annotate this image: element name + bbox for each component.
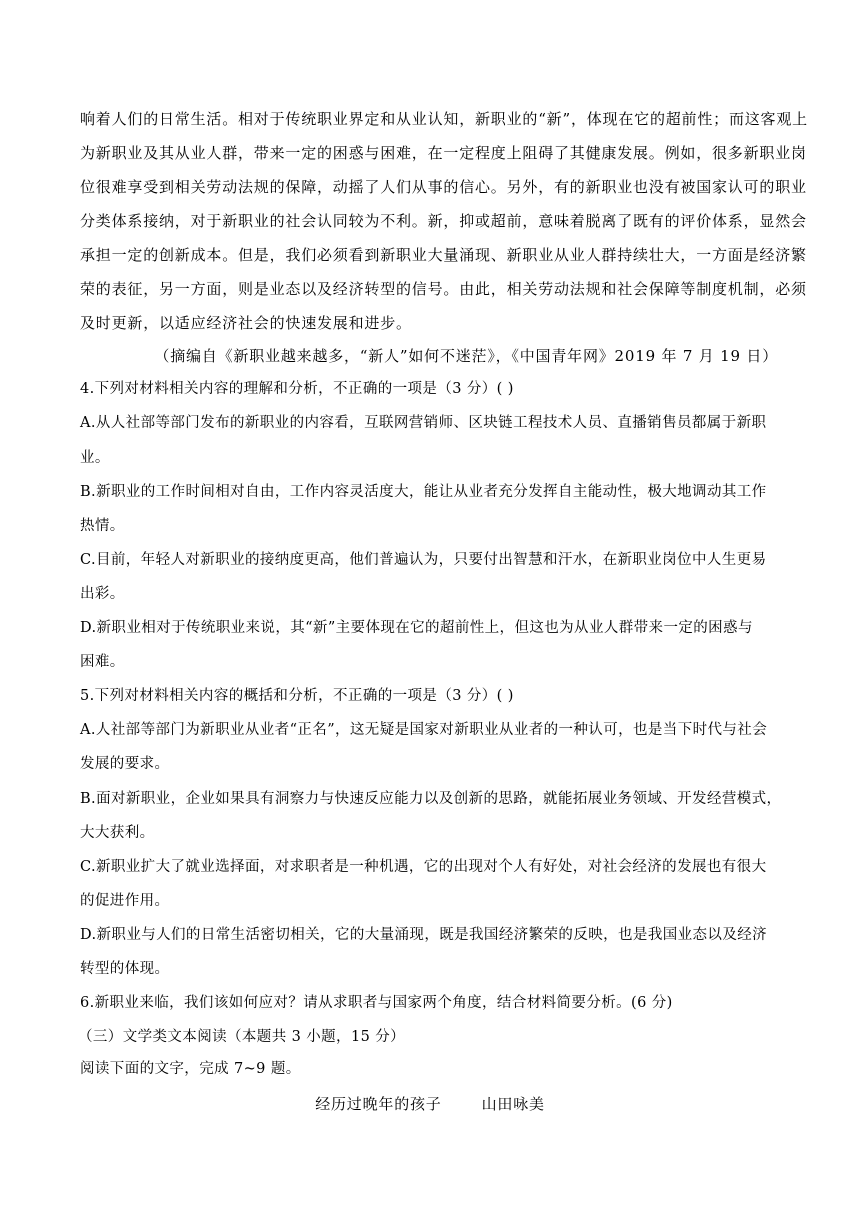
option-c: C.目前，年轻人对新职业的接纳度更高，他们普遍认为，只要付出智慧和汗水，在新职业岗位中人生更易 xyxy=(80,552,767,568)
question-stem: 5.下列对材料相关内容的概括和分析，不正确的一项是（3 分）( ) xyxy=(80,688,514,704)
option-d-cont: 困难。 xyxy=(80,654,125,670)
option-a: A.从人社部等部门发布的新职业的内容看，互联网营销师、区块链工程技术人员、直播销售员都属于新职 xyxy=(80,415,767,431)
option-c-cont: 的促进作用。 xyxy=(80,893,170,909)
passage-line: 及时更新，以适应经济社会的快速发展和进步。 xyxy=(80,314,412,332)
option-d-cont: 转型的体现。 xyxy=(80,961,170,977)
option-b: B.新职业的工作时间相对自由，工作内容灵活度大，能让从业者充分发挥自主能动性，极大地调动其工作 xyxy=(80,484,767,500)
question-stem: 4.下列对材料相关内容的理解和分析，不正确的一项是（3 分）( ) xyxy=(80,381,514,397)
passage-line: 承担一定的创新成本。但是，我们必须看到新职业大量涌现、新职业从业人群持续壮大，一方面是经济繁 xyxy=(80,246,807,264)
option-b-cont: 热情。 xyxy=(80,518,125,534)
option-b: B.面对新职业，企业如果具有洞察力与快速反应能力以及创新的思路，就能拓展业务领域、开发经营模式， xyxy=(80,791,782,807)
story-title-line xyxy=(0,1092,860,1116)
passage-line: 分类体系接纳，对于新职业的社会认同较为不利。新，抑或超前，意味着脱离了既有的评价体系，显然会 xyxy=(80,212,807,230)
section-heading: （三）文学类文本阅读（本题共 3 小题，15 分） xyxy=(78,1029,406,1045)
option-a: A.人社部等部门为新职业从业者“正名”，这无疑是国家对新职业从业者的一种认可，也是当下时代与社会 xyxy=(80,722,768,738)
story-author: 山田咏美 xyxy=(481,1095,545,1113)
option-a-cont: 业。 xyxy=(80,450,110,466)
option-a-cont: 发展的要求。 xyxy=(80,756,170,772)
option-d: D.新职业与人们的日常生活密切相关，它的大量涌现，既是我国经济繁荣的反映，也是我国业态以及经济 xyxy=(80,927,768,943)
passage-source: （摘编自《新职业越来越多，“新人”如何不迷茫》，《中国青年网》2019 年 7 月 19 日） xyxy=(154,347,778,365)
question-6-stem: 6.新职业来临，我们该如何应对？请从求职者与国家两个角度，结合材料简要分析。(6 分) xyxy=(80,995,673,1011)
passage-line: 位很难享受到相关劳动法规的保障，动摇了人们从事的信心。另外，有的新职业也没有被国家认可的职业 xyxy=(80,178,807,196)
passage-line: 荣的表征，另一方面，则是业态以及经济转型的信号。由此，相关劳动法规和社会保障等制度机制，必须 xyxy=(80,280,807,298)
passage-line: 为新职业及其从业人群，带来一定的困惑与困难，在一定程度上阻碍了其健康发展。例如，很多新职业岗 xyxy=(80,144,807,162)
passage-line: 响着人们的日常生活。相对于传统职业界定和从业认知，新职业的“新”，体现在它的超前性；而这客观上 xyxy=(80,110,808,128)
story-title: 经历过晚年的孩子 xyxy=(315,1095,442,1113)
section-instruction: 阅读下面的文字，完成 7~9 题。 xyxy=(80,1061,301,1077)
option-b-cont: 大大获利。 xyxy=(80,825,155,841)
option-c: C.新职业扩大了就业选择面，对求职者是一种机遇，它的出现对个人有好处，对社会经济的发展也有很大 xyxy=(80,859,767,875)
option-d: D.新职业相对于传统职业来说，其“新”主要体现在它的超前性上，但这也为从业人群带来一定的困惑与 xyxy=(80,620,753,636)
option-c-cont: 出彩。 xyxy=(80,586,125,602)
